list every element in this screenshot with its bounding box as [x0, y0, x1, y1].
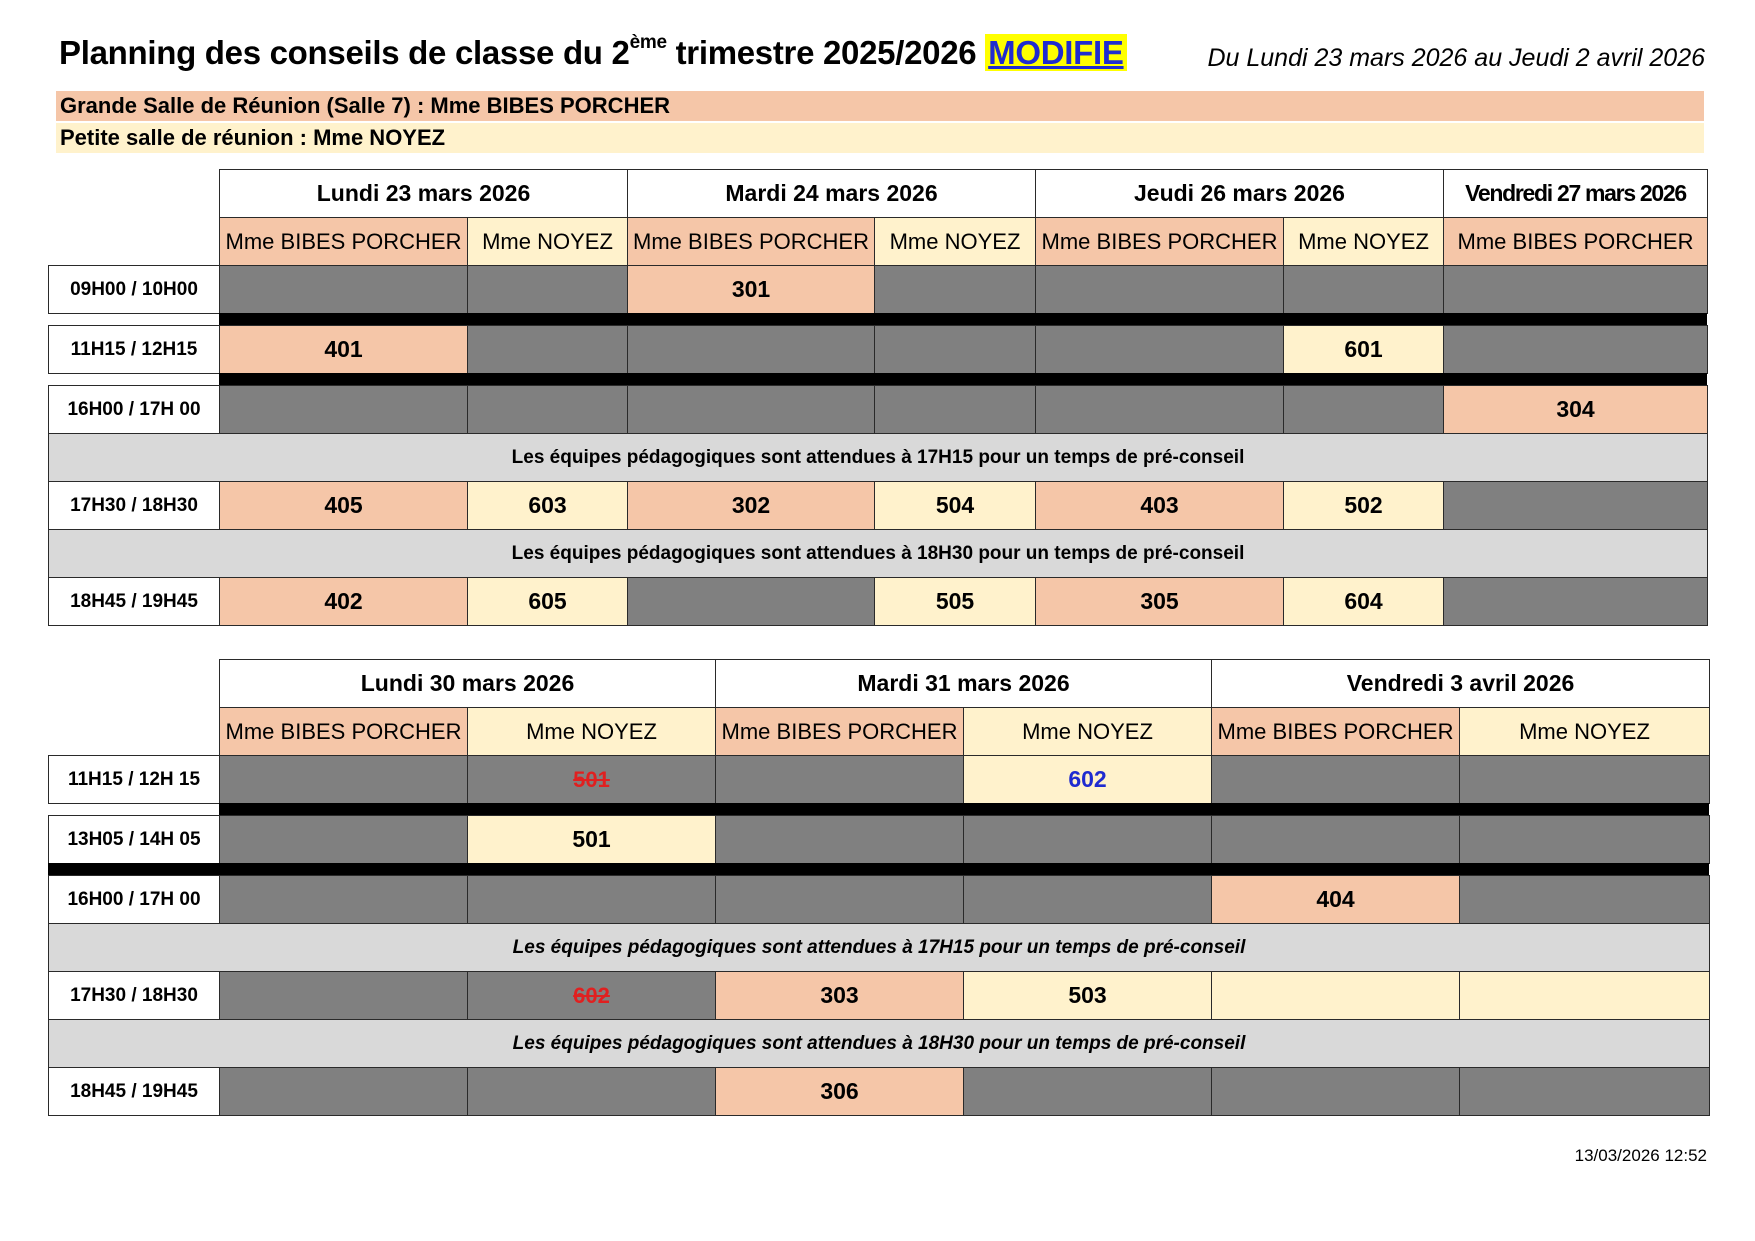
day-header: Lundi 30 mars 2026 [219, 659, 716, 708]
row-separator [48, 863, 1709, 875]
modified-class-label: 602 [1068, 766, 1107, 792]
unavailable-cell [219, 815, 468, 864]
class-cell: 505 [874, 577, 1036, 626]
cancelled-class-cell [467, 755, 716, 804]
page-title: Planning des conseils de classe du 2ème trimestre 2025/2026 MODIFIE [59, 34, 1127, 72]
room-header: Mme BIBES PORCHER [627, 217, 875, 266]
class-cell: 305 [1035, 577, 1284, 626]
cancelled-class-cell [467, 971, 716, 1020]
class-cell: 601 [1283, 325, 1444, 374]
pre-conseil-note: Les équipes pédagogiques sont attendues à 17H15 pour un temps de pré-conseil [48, 923, 1710, 972]
room-header: Mme NOYEZ [1459, 707, 1710, 756]
corner-cell [48, 169, 220, 266]
class-cell: 301 [627, 265, 875, 314]
class-cell: 303 [715, 971, 964, 1020]
unavailable-cell [467, 265, 628, 314]
unavailable-cell [1443, 577, 1708, 626]
unavailable-cell [963, 1067, 1212, 1116]
unavailable-cell [1443, 481, 1708, 530]
class-cell: 603 [467, 481, 628, 530]
room-header: Mme NOYEZ [963, 707, 1212, 756]
unavailable-cell [1035, 265, 1284, 314]
time-slot: 09H00 / 10H00 [48, 265, 220, 314]
unavailable-cell [219, 265, 468, 314]
time-slot: 11H15 / 12H15 [48, 325, 220, 374]
room-header: Mme BIBES PORCHER [219, 217, 468, 266]
schedule-week-2 [48, 659, 1709, 1115]
unavailable-cell [1459, 815, 1710, 864]
print-timestamp: 13/03/2026 12:52 [1574, 1146, 1707, 1165]
class-cell: 502 [1283, 481, 1444, 530]
day-header: Jeudi 26 mars 2026 [1035, 169, 1444, 218]
time-slot: 18H45 / 19H45 [48, 577, 220, 626]
unavailable-cell [219, 971, 468, 1020]
unavailable-cell [1211, 815, 1460, 864]
room-header: Mme BIBES PORCHER [1035, 217, 1284, 266]
cancelled-class-label: 501 [573, 766, 610, 792]
unavailable-cell [715, 815, 964, 864]
unavailable-cell [627, 325, 875, 374]
class-cell: 501 [467, 815, 716, 864]
class-cell: 306 [715, 1067, 964, 1116]
row-separator [219, 803, 1709, 815]
unavailable-cell [627, 385, 875, 434]
unavailable-cell [715, 875, 964, 924]
class-cell: 504 [874, 481, 1036, 530]
free-cell [1211, 971, 1460, 1020]
room-header: Mme BIBES PORCHER [715, 707, 964, 756]
day-header: Mardi 24 mars 2026 [627, 169, 1036, 218]
unavailable-cell [963, 875, 1212, 924]
time-slot: 17H30 / 18H30 [48, 971, 220, 1020]
free-cell [1459, 971, 1710, 1020]
unavailable-cell [1459, 1067, 1710, 1116]
class-cell: 304 [1443, 385, 1708, 434]
unavailable-cell [219, 1067, 468, 1116]
time-slot: 18H45 / 19H45 [48, 1067, 220, 1116]
unavailable-cell [467, 385, 628, 434]
room-header: Mme BIBES PORCHER [219, 707, 468, 756]
class-cell: 604 [1283, 577, 1444, 626]
class-cell: 302 [627, 481, 875, 530]
day-header: Vendredi 27 mars 2026 [1443, 169, 1708, 218]
class-cell: 605 [467, 577, 628, 626]
room-header: Mme NOYEZ [467, 217, 628, 266]
unavailable-cell [1211, 1067, 1460, 1116]
pre-conseil-note: Les équipes pédagogiques sont attendues à 17H15 pour un temps de pré-conseil [48, 433, 1708, 482]
unavailable-cell [874, 385, 1036, 434]
day-header: Mardi 31 mars 2026 [715, 659, 1212, 708]
unavailable-cell [467, 325, 628, 374]
pre-conseil-note: Les équipes pédagogiques sont attendues à 18H30 pour un temps de pré-conseil [48, 529, 1708, 578]
room-legend-small: Petite salle de réunion : Mme NOYEZ [56, 123, 1704, 153]
unavailable-cell [1211, 755, 1460, 804]
cancelled-class-label: 602 [573, 982, 610, 1008]
unavailable-cell [1443, 325, 1708, 374]
class-cell: 404 [1211, 875, 1460, 924]
unavailable-cell [219, 755, 468, 804]
time-slot: 11H15 / 12H 15 [48, 755, 220, 804]
room-header: Mme BIBES PORCHER [1211, 707, 1460, 756]
unavailable-cell [1283, 385, 1444, 434]
corner-cell [48, 659, 220, 756]
room-legend-big: Grande Salle de Réunion (Salle 7) : Mme BIBES PORCHER [56, 91, 1704, 121]
row-separator [219, 313, 1707, 325]
unavailable-cell [467, 1067, 716, 1116]
class-cell: 402 [219, 577, 468, 626]
class-cell: 401 [219, 325, 468, 374]
class-cell: 503 [963, 971, 1212, 1020]
date-range: Du Lundi 23 mars 2026 au Jeudi 2 avril 2026 [1207, 44, 1705, 72]
time-slot: 16H00 / 17H 00 [48, 385, 220, 434]
unavailable-cell [627, 577, 875, 626]
room-header: Mme NOYEZ [874, 217, 1036, 266]
unavailable-cell [715, 755, 964, 804]
class-cell: 403 [1035, 481, 1284, 530]
time-slot: 17H30 / 18H30 [48, 481, 220, 530]
unavailable-cell [963, 815, 1212, 864]
schedule-week-1 [48, 169, 1709, 625]
unavailable-cell [1035, 385, 1284, 434]
pre-conseil-note: Les équipes pédagogiques sont attendues à 18H30 pour un temps de pré-conseil [48, 1019, 1710, 1068]
unavailable-cell [219, 875, 468, 924]
room-header: Mme NOYEZ [467, 707, 716, 756]
modified-class-cell [963, 755, 1212, 804]
unavailable-cell [1459, 875, 1710, 924]
unavailable-cell [874, 325, 1036, 374]
row-separator [219, 373, 1707, 385]
unavailable-cell [874, 265, 1036, 314]
unavailable-cell [1283, 265, 1444, 314]
time-slot: 16H00 / 17H 00 [48, 875, 220, 924]
room-header: Mme NOYEZ [1283, 217, 1444, 266]
time-slot: 13H05 / 14H 05 [48, 815, 220, 864]
unavailable-cell [467, 875, 716, 924]
unavailable-cell [1443, 265, 1708, 314]
class-cell: 405 [219, 481, 468, 530]
unavailable-cell [219, 385, 468, 434]
unavailable-cell [1459, 755, 1710, 804]
room-header: Mme BIBES PORCHER [1443, 217, 1708, 266]
modified-tag: MODIFIE [985, 34, 1126, 71]
day-header: Vendredi 3 avril 2026 [1211, 659, 1710, 708]
day-header: Lundi 23 mars 2026 [219, 169, 628, 218]
unavailable-cell [1035, 325, 1284, 374]
